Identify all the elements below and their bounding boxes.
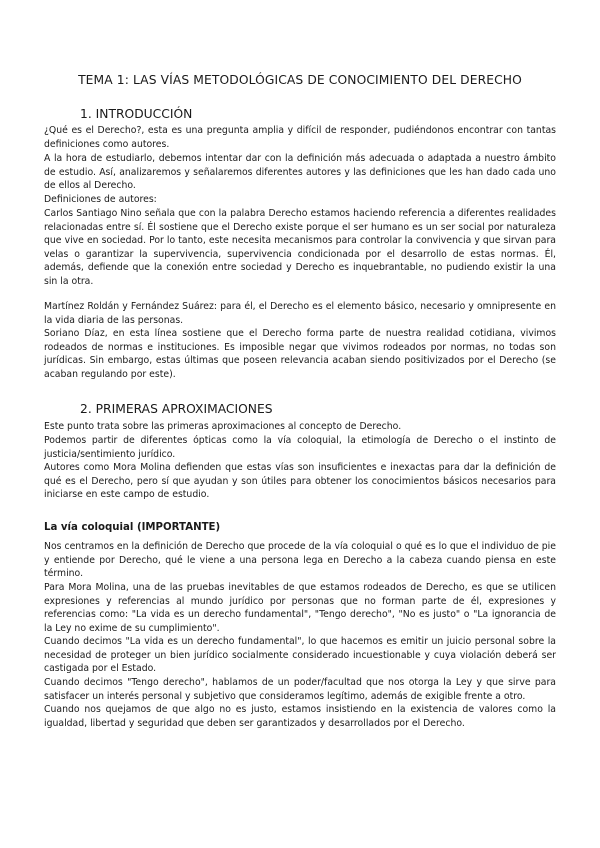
paragraph: Martínez Roldán y Fernández Suárez: para él, el Derecho es el elemento básico, necesario y omnipresente en la vida diaria de las personas. (44, 301, 556, 326)
section-heading-introduccion: 1. INTRODUCCIÓN (80, 107, 193, 121)
section-heading-primeras-aproximaciones: 2. PRIMERAS APROXIMACIONES (80, 402, 273, 416)
paragraph: A la hora de estudiarlo, debemos intentar dar con la definición más adecuada o adaptada a nuestro ámbito de estudio. Así, analizaremos y señalaremos diferentes autores y las definiciones que les han dado cada uno de ellos al Derecho. (44, 153, 556, 191)
paragraph: Este punto trata sobre las primeras aproximaciones al concepto de Derecho. (44, 421, 402, 432)
paragraph: Definiciones de autores: (44, 194, 157, 205)
paragraph: Cuando nos quejamos de que algo no es justo, estamos insistiendo en la existencia de valores como la igualdad, libertad y seguridad que deben ser garantizados y desarrollados por el Derecho. (44, 704, 556, 729)
paragraph: Cuando decimos "La vida es un derecho fundamental", lo que hacemos es emitir un juicio personal sobre la necesidad de proteger un bien jurídico socialmente considerado incuestionable y cuya violación deberá ser castigada por el Estado. (44, 636, 556, 674)
subsection-heading-via-coloquial: La vía coloquial (IMPORTANTE) (44, 522, 221, 533)
paragraph: Carlos Santiago Nino señala que con la palabra Derecho estamos haciendo referencia a diferentes realidades relacionadas entre sí. Él sostiene que el Derecho existe porque el ser humano es un ser social por naturaleza que vive en sociedad. Por lo tanto, este necesita mecanismos para controlar la convivencia y que sirvan para velas o garantizar la supervivencia, supervivencia condicionada por el desarrollo de estas normas. Él, además, defiende que la conexión entre sociedad y Derecho es inquebrantable, no pudiendo existir la una sin la otra. (44, 208, 556, 287)
paragraph: Para Mora Molina, una de las pruebas inevitables de que estamos rodeados de Derecho, es que se utilicen expresiones y referencias al mundo jurídico por personas que no forman parte de él, expresiones y referencias como: "La vida es un derecho fundamental", "Tengo derecho", "No es justo" o "La ignorancia de la Ley no exime de su cumplimiento". (44, 582, 556, 634)
paragraph: Podemos partir de diferentes ópticas como la vía coloquial, la etimología de Derecho o el instinto de justicia/sentimiento jurídico. (44, 435, 556, 460)
paragraph: Soriano Díaz, en esta línea sostiene que el Derecho forma parte de nuestra realidad cotidiana, vivimos rodeados de normas e instituciones. Es imposible negar que vivimos rodeados por normas, no todas son jurídicas. Sin embargo, estas últimas que poseen relevancia acaban siendo positivizados por el Derecho (se acaban regulando por este). (44, 328, 556, 380)
paragraph: ¿Qué es el Derecho?, esta es una pregunta amplia y difícil de responder, pudiéndonos encontrar con tantas definiciones como autores. (44, 125, 556, 150)
paragraph: Autores como Mora Molina defienden que estas vías son insuficientes e inexactas para dar la definición de qué es el Derecho, pero sí que ayudan y son útiles para obtener los conocimientos básicos necesarios para iniciarse en este campo de estudio. (44, 462, 556, 500)
document-title: TEMA 1: LAS VÍAS METODOLÓGICAS DE CONOCIMIENTO DEL DERECHO (78, 73, 522, 87)
paragraph: Cuando decimos "Tengo derecho", hablamos de un poder/facultad que nos otorga la Ley y que sirve para satisfacer un interés personal y subjetivo que consideramos legítimo, además de exigible frente a otro. (44, 677, 556, 702)
paragraph: Nos centramos en la definición de Derecho que procede de la vía coloquial o qué es lo que el individuo de pie y entiende por Derecho, qué le viene a una persona lega en Derecho a la cabeza cuando piensa en este término. (44, 541, 556, 579)
